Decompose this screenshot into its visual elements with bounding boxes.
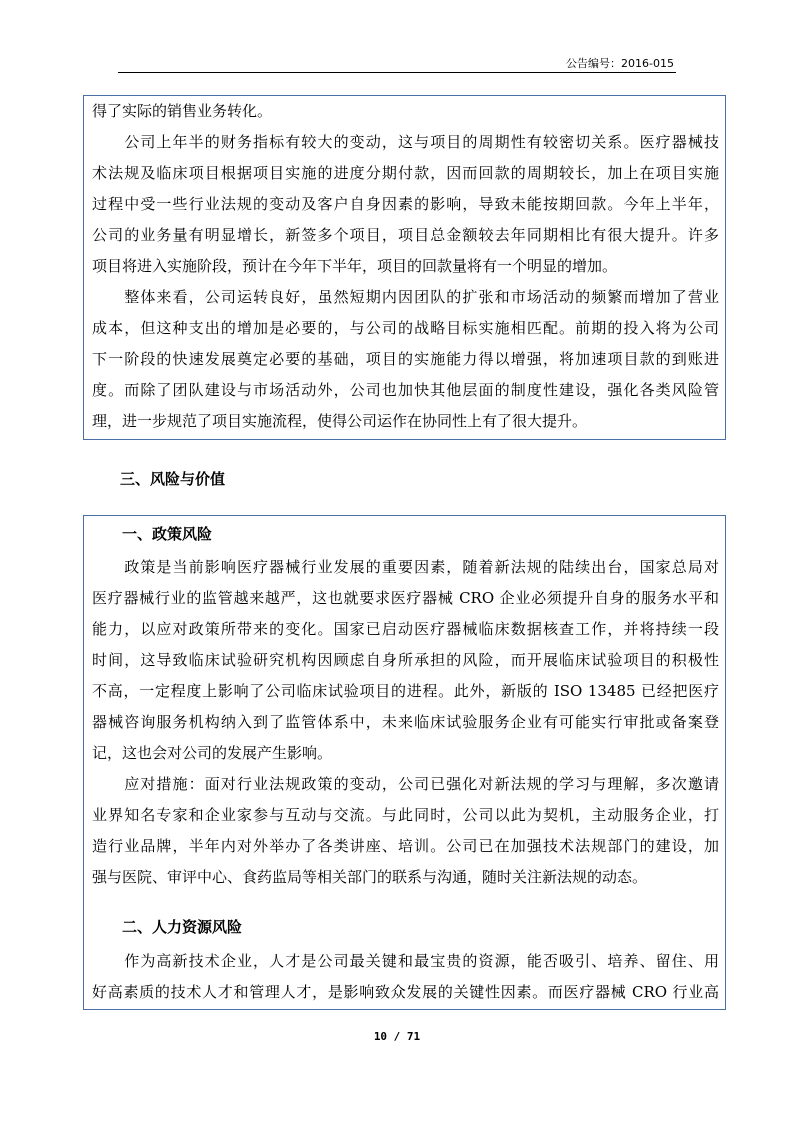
paragraph-line: 术法规及临床项目根据项目实施的进度分期付款，因而回款的周期较长，加上在项目实施 [92,164,719,182]
paragraph-line: 器械咨询服务机构纳入到了监管体系中，未来临床试验服务企业有可能实行审批或备案登 [92,713,719,731]
paragraph-line: 不高，一定程度上影响了公司临床试验项目的进程。此外，新版的 ISO 13485 已经把医疗 [92,682,719,700]
paragraph-line: 应对措施：面对行业法规政策的变动，公司已强化对新法规的学习与理解，多次邀请 [92,775,719,793]
subsection-title-policy: 一、政策风险 [122,525,213,543]
page-number: 10 / 71 [373,1030,421,1043]
paragraph-line: 公司的业务量有明显增长，新签多个项目，项目总金额较去年同期相比有很大提升。许多 [92,226,719,244]
paragraph-line: 下一阶段的快速发展奠定必要的基础，项目的实施能力得以增强，将加速项目款的到账进 [92,350,719,368]
paragraph-line: 作为高新技术企业，人才是公司最关键和最宝贵的资源，能否吸引、培养、留住、用 [92,952,719,970]
paragraph-line: 成本，但这种支出的增加是必要的，与公司的战略目标实施相匹配。前期的投入将为公司 [92,319,719,337]
paragraph-line: 公司上年半的财务指标有较大的变动，这与项目的周期性有较密切关系。医疗器械技 [92,133,719,151]
text-box-risks [83,515,726,1010]
paragraph-line: 强与医院、审评中心、食药监局等相关部门的联系与沟通，随时关注新法规的动态。 [92,868,648,886]
paragraph-line: 造行业品牌，半年内对外举办了各类讲座、培训。公司已在加强技术法规部门的建设，加 [92,837,719,855]
subsection-title-hr: 二、人力资源风险 [122,918,243,936]
paragraph-line: 政策是当前影响医疗器械行业发展的重要因素，随着新法规的陆续出台，国家总局对 [92,558,719,576]
document-code: 公告编号：2016-015 [566,57,674,70]
section-title: 三、风险与价值 [120,470,226,488]
paragraph-line: 整体来看，公司运转良好，虽然短期内因团队的扩张和市场活动的频繁而增加了营业 [92,288,719,306]
paragraph-line: 好高素质的技术人才和管理人才，是影响致众发展的关键性因素。而医疗器械 CRO 行业高 [92,983,719,1001]
paragraph-line: 时间，这导致临床试验研究机构因顾虑自身所承担的风险，而开展临床试验项目的积极性 [92,651,719,669]
paragraph-line: 理，进一步规范了项目实施流程，使得公司运作在协同性上有了很大提升。 [92,412,588,430]
paragraph-line: 医疗器械行业的监管越来越严，这也就要求医疗器械 CRO 企业必须提升自身的服务水平和 [92,589,719,607]
header-rule [118,72,676,73]
paragraph-line: 业界知名专家和企业家参与互动与交流。与此同时，公司以此为契机，主动服务企业，打 [92,806,719,824]
paragraph-line: 过程中受一些行业法规的变动及客户自身因素的影响，导致未能按期回款。今年上半年， [92,195,719,213]
paragraph-line: 能力，以应对政策所带来的变化。国家已启动医疗器械临床数据核查工作，并将持续一段 [92,620,719,638]
paragraph-line: 得了实际的销售业务转化。 [92,102,273,120]
text-box-operations [83,95,726,440]
paragraph-line: 度。而除了团队建设与市场活动外，公司也加快其他层面的制度性建设，强化各类风险管 [92,381,719,399]
paragraph-line: 项目将进入实施阶段，预计在今年下半年，项目的回款量将有一个明显的增加。 [92,257,618,275]
paragraph-line: 记，这也会对公司的发展产生影响。 [92,744,333,762]
